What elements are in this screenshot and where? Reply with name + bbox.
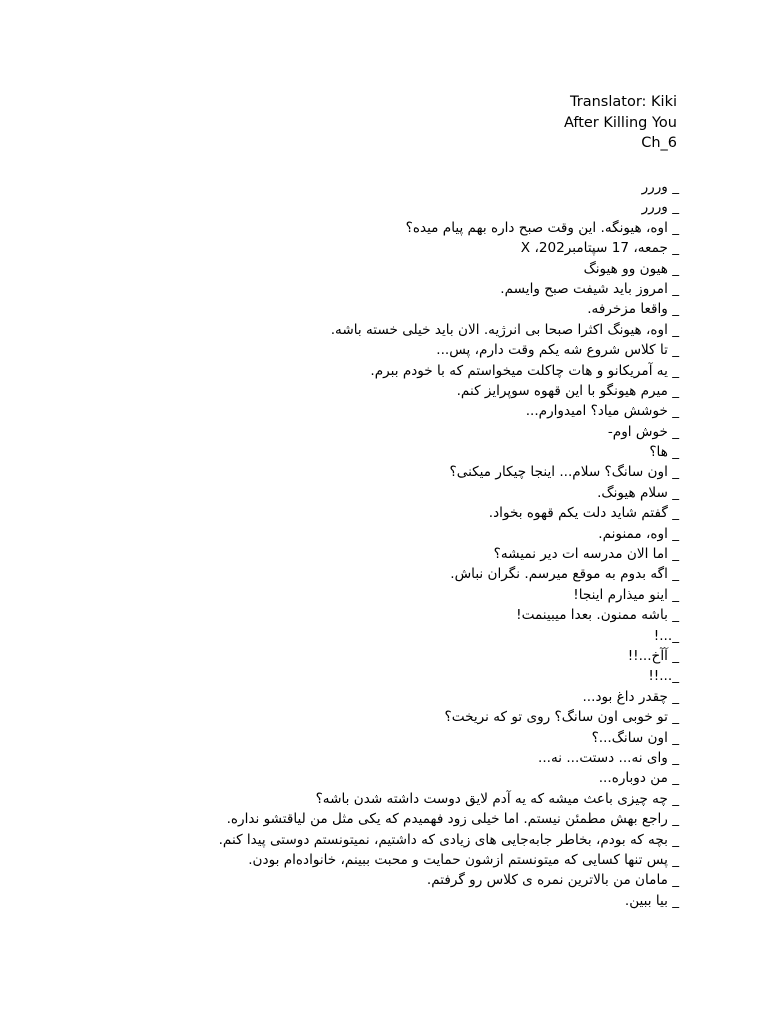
dialogue-line: _ اوه، هیونگ اکثرا صبحا بی انرژیه. الان باید خیلی خسته باشه.: [330, 321, 679, 338]
dialogue-line: _ باشه ممنون. بعدا میبینمت!: [516, 607, 679, 624]
dialogue-line: _ آآخ...!!: [627, 647, 679, 664]
chapter-label: Ch_6: [641, 135, 677, 151]
dialogue-line: _ بچه که بودم، بخاطر جابه‌جایی های زیادی که داشتیم، نمیتونستم دوستی پیدا کنم.: [218, 831, 679, 848]
dialogue-line: _ چه چیزی باعث میشه که یه آدم لایق دوست داشته شدن باشه؟: [315, 790, 679, 807]
dialogue-line: _ اگه بدوم به موقع میرسم. نگران نباش.: [450, 566, 679, 583]
dialogue-line: _ چقدر داغ بود...: [582, 688, 679, 705]
dialogue-line: _ راجع بهش مطمئن نیستم. اما خیلی زود فهمیدم که یکی مثل من لیاقتشو نداره.: [226, 811, 679, 828]
dialogue-line: _ تو خوبی اون سانگ؟ روی تو که نریخت؟: [444, 709, 679, 726]
dialogue-line: _ اما الان مدرسه ات دیر نمیشه؟: [493, 546, 679, 563]
dialogue-line: _ میرم هیونگو با این قهوه سوپرایز کنم.: [456, 382, 679, 399]
dialogue-line: _ خوش اوم-: [607, 423, 679, 440]
dialogue-line: _ واقعا مزخرفه.: [587, 301, 679, 318]
dialogue-line: _...!: [653, 627, 679, 644]
dialogue-line: _ اینو میذارم اینجا!: [573, 586, 679, 603]
dialogue-line: _ وای نه... دستت... نه...: [538, 749, 679, 766]
dialogue-line: _ ها؟: [649, 444, 679, 461]
dialogue-line: _ امروز باید شیفت صبح وایسم.: [500, 280, 679, 297]
dialogue-line: _...!!: [648, 668, 679, 685]
dialogue-line: _ سلام هیونگ.: [597, 484, 679, 501]
dialogue-line: _ جمعه، 17 سپتامبر202، X: [520, 240, 679, 257]
story-title: After Killing You: [563, 114, 677, 131]
dialogue-line: _ بیا ببین.: [624, 892, 679, 909]
dialogue-line: _ وررر: [641, 199, 679, 216]
document-header: [564, 92, 677, 154]
dialogue-line: _ پس تنها کسایی که میتونستم ازشون حمایت و محبت ببینم، خانواده‌ام بودن.: [248, 851, 679, 868]
dialogue-line: _ اوه، هیونگه. این وقت صبح داره بهم پیام میده؟: [405, 219, 679, 236]
dialogue-line: _ خوشش میاد؟ امیدوارم...: [525, 403, 679, 420]
dialogue-line: _ یه آمریکانو و هات چاکلت میخواستم که با خودم ببرم.: [370, 362, 679, 379]
dialogue-line: _ من دوباره...: [598, 770, 679, 787]
dialogue-line: _ هیون وو هیونگ: [583, 260, 679, 277]
dialogue-line: _ مامان من بالاترین نمره ی کلاس رو گرفتم.: [426, 872, 679, 889]
dialogue-line: _ وررر: [641, 179, 679, 195]
dialogue-line: _ اوه، ممنونم.: [598, 525, 679, 542]
dialogue-line: _ اون سانگ...؟: [591, 729, 679, 746]
dialogue-line: _ گفتم شاید دلت یکم قهوه بخواد.: [488, 505, 679, 522]
dialogue-body: [59, 177, 679, 911]
translator-credit: Translator: Kiki: [570, 94, 677, 110]
dialogue-line: _ تا کلاس شروع شه یکم وقت دارم، پس...: [436, 342, 679, 359]
dialogue-line: _ اون سانگ؟ سلام... اینجا چیکار میکنی؟: [449, 464, 679, 481]
